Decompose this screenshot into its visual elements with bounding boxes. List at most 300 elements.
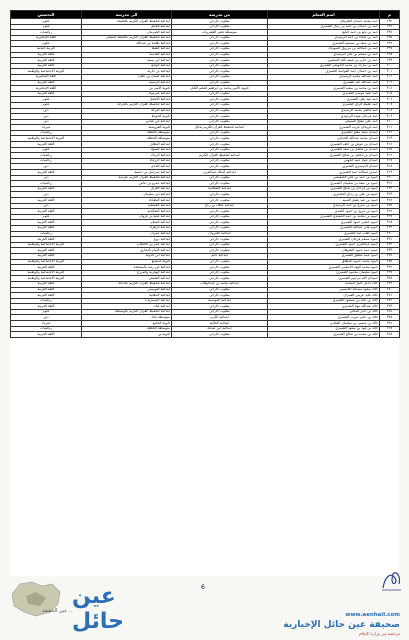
cell-num: ٣٢٣ [380,192,400,198]
cell-num: ٣٣٨ [380,276,400,282]
cell-spec: رياضيات [11,30,82,36]
cell-num: ٣٤٥ [380,315,400,321]
cell-num: ٣٣٣ [380,248,400,254]
cell-num: ٣٠٩ [380,114,400,120]
cell-name: حمود بن محمد بن حمد الصعيدي الشمري [268,214,380,220]
header-num: م [380,11,400,19]
cell-spec: التربية الاجتماعية والوطنية [11,259,82,265]
cell-to: ابتدائية اليرموك [82,91,172,97]
cell-from: ابتدائية لتحفيظ القرآن الكريم بحائل [172,125,268,131]
cell-spec: التربية الاجتماعية والوطنية [11,276,82,282]
cell-spec: علوم [11,147,82,153]
cell-to: ابتدائية لتحفيظ القرآن الكريم بالحليفة السفلى [82,35,172,41]
cell-num: ٣٣٢ [380,242,400,248]
cell-num: ٢٩٨ [380,52,400,58]
cell-spec: اللغة العربية [11,198,82,204]
cell-name: حمدان بن فاضل بن صالح الشمري [268,153,380,159]
cell-to: ثانوية الجامع [82,321,172,327]
cell-num: ٣٤١ [380,293,400,299]
cell-spec: رياضيات [11,181,82,187]
cell-from: مقلوب خارجي [172,35,268,41]
cell-name: حمدان عواد عبيد الجهني [268,158,380,164]
cell-name: خالد بن عامر عريب الشمري [268,315,380,321]
cell-to: متوسطة الجطلة [82,326,172,332]
cell-name: حميدان الله مرحوم الشمري [268,276,380,282]
cell-num: ٣٢٤ [380,198,400,204]
cell-to: ابتدائية لتحفيظ القرآن الكريم بالوسيطة [82,309,172,315]
cell-to: ابتدائية الزهراء [82,225,172,231]
table-row [11,332,400,338]
cell-spec: اللغة العربية [11,248,82,254]
cell-to: ابتدائية بن حارثة [82,69,172,75]
cell-from: مقلوب خارجي [172,276,268,282]
cell-spec: علوم [11,309,82,315]
cell-name: خالد بن عايد بن مسعود الشمري [268,298,380,304]
cell-name: حمد بن حمدان حمد الغوانمة الشمري [268,69,380,75]
cell-name: حمد عبدالله عيد الشمري [268,80,380,86]
cell-to: ثانوية الفروسية [82,125,172,131]
cell-spec: دين [11,114,82,120]
cell-name: حمد بن سعد بن مسعود الشمري [268,41,380,47]
cell-to: ابتدائية عتبة بن غزوان [82,214,172,220]
cell-spec: اللغة العربية [11,287,82,293]
cell-spec: اللغة العربية [11,253,82,259]
cell-name: حمود مسلم فرحان الشمري [268,237,380,243]
cell-from: مقلوب خارجي [172,287,268,293]
cell-num: ٣٠٠ [380,63,400,69]
cell-name: حمد عيد علي الشمري [268,97,380,103]
seal-icon [379,568,405,594]
cell-name: حمد فرحان عوده الرشيدي [268,114,380,120]
cell-from: مقلوب خارجي [172,209,268,215]
cell-from: مقلوب خارجي [172,80,268,86]
cell-to: ابتدائية الهجرية والمزرع [82,270,172,276]
cell-spec: اللغة العربية [11,80,82,86]
cell-name: حمد محمد حمدان الشرهان [268,19,380,25]
cell-spec: فيزياء [11,125,82,131]
cell-name: حمدي عبدالله حمد الشمري [268,170,380,176]
cell-from: ابتدائية محمد بن عبدالوهاب [172,281,268,287]
brand-name: عين حائل [72,584,125,634]
cell-from: مقلوب خارجي [172,237,268,243]
cell-num: ٣٠٨ [380,108,400,114]
cell-num: ٣٢٢ [380,186,400,192]
cell-to: ابتدائية الغزال [82,186,172,192]
cell-to: ابتدائية الفيصلية [82,203,172,209]
brand-tagline: عين الحقيقة .. [42,608,73,614]
cell-from: مقلوب خارجي [172,41,268,47]
cell-num: ٣٤٦ [380,321,400,327]
cell-from: مقلوب خارجي [172,147,268,153]
cell-num: ٣٤٣ [380,304,400,310]
cell-name: خالد عبدالله مهنا الشمري [268,304,380,310]
cell-from: مقلوب خارجي [172,214,268,220]
cell-from: ابتدائية الملك عبدالعزيز [172,170,268,176]
cell-to: ابتدائية الصالحية [82,209,172,215]
cell-to: ابتدائية الرجاء [82,153,172,159]
cell-to: ثانوية المصبغ [82,259,172,265]
cell-spec: اللغة العربية [11,209,82,215]
cell-from: مقلوب خارجي [172,24,268,30]
cell-to: ابتدائية البركة [82,108,172,114]
cell-name: حمد فريحان عريب الشمري [268,125,380,131]
cell-name: حمود خضير حمود الشمري [268,220,380,226]
cell-spec: اللغة العربية [11,52,82,58]
cell-spec: اللغة العربية [11,225,82,231]
cell-name: خالد عايد عريبي العمران [268,293,380,299]
cell-to: ابتدائية لتحفيظ القرآن الكريم بالرنمة [82,175,172,181]
cell-name: حمد بن مبارك بن محمد الجويعي الشمري [268,63,380,69]
cell-to: ابتدائية لتحفيظ القرآن الكريم بالجرانة [82,102,172,108]
cell-from: مقلوب خارجي [172,74,268,80]
cell-spec: اللغة العربية [11,186,82,192]
cell-from: مقلوب خارجي [172,164,268,170]
cell-num: ٣١٦ [380,153,400,159]
cell-to: ابتدائية بريح [82,237,172,243]
cell-num: ٣١٤ [380,142,400,148]
cell-spec: رياضيات [11,231,82,237]
cell-to: متوسطة الجطلة [82,136,172,142]
cell-num: ٢٩٧ [380,46,400,52]
cell-to: ابتدائية الإمام البخاري [82,248,172,254]
cell-name: حمدان محمد عبدالله الجداني [268,136,380,142]
cell-name: حمود عبدالعزيز حمود الشمري [268,242,380,248]
cell-from: ابتدائية عطاء بن رباح [172,203,268,209]
cell-num: ٣١٢ [380,130,400,136]
cell-from: مقلوب خارجي [172,97,268,103]
cell-spec: اللغة الإنجليزية [11,35,82,41]
cell-to: ابتدائية لتحفيظ القرآن الكريم بالدعاة [82,281,172,287]
cell-spec: علوم [11,41,82,47]
cell-to: ابتدائية عمران [82,231,172,237]
cell-from: مقلوب خارجي [172,158,268,164]
cell-name: خالد سعود مساعد الحسيني [268,287,380,293]
cell-name: حمود بن شارع بن حمد الرشيدي [268,203,380,209]
cell-num: ٣٣٥ [380,259,400,265]
cell-spec: رياضيات [11,298,82,304]
teacher-transfer-table [10,10,400,338]
cell-from: مقلوب خارجي [172,259,268,265]
cell-num: ٣٤٤ [380,309,400,315]
license-note: مرخصة من وزارة الإعلام [358,631,400,636]
cell-name: حمد عبدالله محمد الرشيدي [268,74,380,80]
cell-name: حمدان بن فاضل بن سعد الشمري [268,147,380,153]
cell-from: مقلوب خارجي [172,304,268,310]
cell-to: ابتدائية عمرو بن عاص [82,181,172,187]
cell-name: حمود علي عبدالله الشمري [268,225,380,231]
cell-name: حمود سليمان محمود الشمري [268,270,380,276]
cell-num: ٣١٨ [380,164,400,170]
cell-num: ٣٣٤ [380,253,400,259]
cell-num: ٢٩٦ [380,41,400,47]
cell-to: ابتدائية الجدى [82,164,172,170]
cell-to: ابتدائية قناه [82,304,172,310]
cell-name: حمود محمد حمود المطلق [268,259,380,265]
cell-to: ابتدائية ابن الدولة [82,253,172,259]
cell-num: ٢٩٩ [380,58,400,64]
cell-num: ٣٠٧ [380,102,400,108]
cell-from: متوسطة قصر العشروات [172,30,268,36]
cell-name: خالد دخيل خليل المحمد [268,281,380,287]
cell-num: ٣٢٨ [380,220,400,226]
cell-spec: اللغة العربية [11,58,82,64]
cell-name: خالد بن عيسى بن سليمان الغيلاني [268,321,380,327]
cell-spec: علوم [11,102,82,108]
cell-num: ٣٤٨ [380,332,400,338]
cell-from: ابتدائية القيروان [172,231,268,237]
cell-spec: علوم [11,97,82,103]
cell-from: مقلوب خارجي [172,69,268,75]
cell-to: ابتدائية الأفضل [82,97,172,103]
cell-spec: دين [11,175,82,181]
cell-to: ابتدائية الزرقاء [82,158,172,164]
cell-name: حمود بن سعد بن سليمان الشمري [268,181,380,187]
cell-spec: علوم [11,214,82,220]
cell-spec: فيزياء [11,321,82,327]
cell-spec: اللغة العربية [11,281,82,287]
cell-from: مقلوب خارجي [172,225,268,231]
cell-name: حمد عبيد موسى الشمري [268,91,380,97]
cell-from: ابتدائية الكرم [172,315,268,321]
cell-spec: التربية الاجتماعية والوطنية [11,69,82,75]
cell-from: مقلوب خارجي [172,332,268,338]
cell-spec: اللغة الإنجليزية [11,86,82,92]
cell-to: ابتدائية الرسمة [82,80,172,86]
cell-num: ٣٤٢ [380,298,400,304]
header-from: من مدرسة [172,11,268,19]
cell-from: مقلوب خارجي [172,198,268,204]
cell-num: ٢٩٤ [380,30,400,36]
cell-spec: دين [11,119,82,125]
cell-name: حمد بن عيادة بن حمد الرشيدي [268,35,380,41]
cell-from: مقلوب خارجي [172,63,268,69]
cell-name: حمد فاضل محمد الرشيدي [268,108,380,114]
cell-to: ابتدائية عثمان بن عفان [82,74,172,80]
cell-to: ابتدائية عمر بن الخطاب [82,242,172,248]
cell-from: مقلوب خارجي [172,192,268,198]
cell-num: ٢٩٣ [380,24,400,30]
cell-spec: اللغة العربية [11,220,82,226]
cell-to: ابتدائية شرحبيل بن حسنة [82,170,172,176]
cell-from: مقلوب خارجي [172,242,268,248]
cell-num: ٣٠٦ [380,97,400,103]
cell-num: ٣٢٥ [380,203,400,209]
cell-name: حمدان سعد مفلح الشمري [268,130,380,136]
cell-spec: اللغة العربية [11,237,82,243]
cell-to: ابتدائية السواد [82,147,172,153]
cell-name: حمود بن حمد بن علي الصعيصي [268,175,380,181]
cell-to: ابتدائية الشفا [82,46,172,52]
cell-from: مقلوب خارجي [172,270,268,276]
cell-spec: التربية الاجتماعية والوطنية [11,270,82,276]
cell-num: ٣٢١ [380,181,400,187]
cell-num: ٣٠٥ [380,91,400,97]
cell-spec: اللغة العربية [11,332,82,338]
cell-spec: علوم [11,19,82,25]
cell-from: مقلوب خارجي [172,220,268,226]
cell-from: مقلوب خارجي [172,136,268,142]
cell-spec: دين [11,315,82,321]
cell-from: مقلوب خارجي [172,102,268,108]
cell-spec: علوم [11,24,82,30]
cell-spec: اللغة العربية [11,142,82,148]
cell-from: ابتدائية الموسمة [172,298,268,304]
cell-num: ٢٩٥ [380,35,400,41]
website-link[interactable]: www.aenhail.com [345,612,400,618]
cell-spec: رياضيات [11,326,82,332]
cell-num: ٣٠٤ [380,86,400,92]
cell-from: مقلوب خارجي [172,142,268,148]
cell-num: ٣١٥ [380,147,400,153]
cell-name: حمود بن فرحان بن صالح الشمري [268,186,380,192]
cell-spec: رياضيات [11,130,82,136]
cell-to: ثانوية الحويط [82,114,172,120]
cell-to: ابتدائية الواقع [82,63,172,69]
cell-from: ابتدائية الشعلانية [172,186,268,192]
cell-to: ابتدائية ابن رشد بالمسلخة [82,265,172,271]
cell-num: ٣١٧ [380,158,400,164]
header-name: اسم المعلم [268,11,380,19]
cell-name: خالد بن محمد بن صالح الشمري [268,332,380,338]
cell-name: حمود طلب عيد الشمري [268,231,380,237]
cell-name: حمود عبيد مطلق الشمري [268,253,380,259]
cell-to: ثانوية بن [82,332,172,338]
cell-to: ابتدائية ابن سليمان [82,192,172,198]
cell-from: ابتدائية لتحفيظ القرآن الكريم [172,153,268,159]
cell-spec: دين [11,164,82,170]
cell-name: حمود حمد حمود الشرهان [268,248,380,254]
footer-band [70,612,400,638]
cell-num: ٣٠٢ [380,74,400,80]
cell-from: مقلوب خارجي [172,114,268,120]
cell-spec: دين [11,108,82,114]
cell-to: ابتدائية طلحة بن عبدالله [82,41,172,47]
cell-spec: التربية الاجتماعية والوطنية [11,242,82,248]
cell-num: ٣٢٩ [380,225,400,231]
cell-from: مقلوب خارجي [172,46,268,52]
cell-to: ابتدائية النطاق [82,142,172,148]
cell-to: ابتدائية لتحفيظ القرآن الكريم بالحليفة [82,19,172,25]
cell-spec: اللغة الإنجليزية [11,74,82,80]
cell-spec: اللغة العربية [11,265,82,271]
cell-num: ٣٣٠ [380,231,400,237]
cell-spec: رياضيات [11,153,82,159]
cell-name: حمود بن علي بن رداي الصامري [268,192,380,198]
cell-spec: دين [11,192,82,198]
cell-num: ٣٤٧ [380,326,400,332]
header-spec: التخصص [11,11,82,19]
cell-name: حمدان الدوسري الشمري [268,164,380,170]
cell-num: ٣٠١ [380,69,400,75]
cell-num: ٣٢٦ [380,209,400,215]
cell-spec: دين [11,203,82,209]
cell-name: حمد بن خازم بن ضيف الله السليمي [268,58,380,64]
cell-name: حمد عقيلة الراي الشمري [268,102,380,108]
cell-from: ثانوية الأمير محمد بن ابراهيم لتعليم الكبار [172,86,268,92]
cell-name: حمدان بن عوض بن خلف الشمري [268,142,380,148]
cell-from: مقلوب خارجي [172,119,268,125]
cell-num: ٣٢٧ [380,214,400,220]
cell-spec: اللغة العربية [11,63,82,69]
cell-name: حمد علي مفلح السبيعي [268,119,380,125]
cell-to: ابتدائية التويمس [82,287,172,293]
header-to: الى مدرسة [82,11,172,19]
cell-from: مقلوب خارجي [172,58,268,64]
cell-from: مقلوب خارجي [172,248,268,254]
cell-to: ثانوية الأمير بن [82,86,172,92]
cell-num: ٣١٠ [380,119,400,125]
cell-from: مقلوب خارجي [172,293,268,299]
cell-name: حمد بن بايع بن حمد البايع [268,30,380,36]
cell-from: ابتدائية الخالية [172,321,268,327]
cell-num: ٣١٩ [380,170,400,176]
cell-spec: اللغة العربية [11,91,82,97]
cell-from: مقلوب خارجي [172,19,268,25]
cell-from: مقلوب خارجي [172,91,268,97]
cell-from: مقلوب خارجي [172,181,268,187]
document-page [10,10,399,576]
cell-from: ابتدائية ابن صدقة [172,326,268,332]
cell-name: حمود بن عيد عقيل العميد [268,198,380,204]
cell-num: ٣٤٠ [380,287,400,293]
cell-from: مقلوب خارجي [172,108,268,114]
cell-from: مقلوب خارجي [172,309,268,315]
cell-spec: التربية البدنية [11,46,82,52]
cell-to: ابتدائية الصرمان [82,30,172,36]
cell-spec: التربية الاجتماعية والوطنية [11,136,82,142]
page-number: 6 [201,584,205,591]
cell-to: ابتدائية ابن تيمية [82,58,172,64]
cell-num: ٣٣١ [380,237,400,243]
cell-num: ٢٩٢ [380,19,400,25]
newspaper-title: صحيفة عين حائل الإخبارية [283,620,400,630]
cell-num: ٣١٣ [380,136,400,142]
cell-to: ابتدائية الخليل [82,24,172,30]
cell-to: ابتدائية السلام [82,220,172,226]
cell-name: حمد بن عبدالله بن مرزوق السويداء [268,46,380,52]
cell-to: ابتدائية الشنبلي [82,276,172,282]
cell-num: ٣٢٠ [380,175,400,181]
cell-to: متوسطة الجطلة [82,130,172,136]
cell-name: خالد بن فهد بن سعود الشمري [268,326,380,332]
cell-to: ابتدائية السماريات [82,298,172,304]
cell-spec: اللغة العربية [11,304,82,310]
table-header-row [11,11,400,19]
cell-to: ابتدائية القديمة [82,52,172,58]
cell-spec: اللغة العربية [11,170,82,176]
cell-from: ابتدائية حاتم [172,253,268,259]
cell-from: مقلوب خارجي [172,175,268,181]
cell-num: ٣٣٩ [380,281,400,287]
cell-name: حمد بن حمدان بن حمد بن رمال الشمري [268,24,380,30]
cell-spec: رياضيات [11,158,82,164]
cell-name: خالد بن جابر المثاني [268,309,380,315]
cell-spec: اللغة العربية [11,293,82,299]
cell-from: مقلوب خارجي [172,265,268,271]
cell-num: ٣١١ [380,125,400,131]
cell-from: مقلوب خارجي [172,52,268,58]
cell-num: ٣٣٦ [380,265,400,271]
cell-to: ابتدائية البطحاء [82,198,172,204]
cell-name: حمد بن مسلم بن علي الرشيدي [268,52,380,58]
cell-to: ابتدائية ابن عباس [82,119,172,125]
cell-num: ٣٠٣ [380,80,400,86]
cell-to: متوسطة قناه [82,315,172,321]
cell-name: حمد بن محمد بن سعيد الشمري [268,86,380,92]
cell-from: مقلوب خارجي [172,130,268,136]
cell-name: حمود محمد الهف الاسلمي الشمري [268,265,380,271]
cell-to: ابتدائية الدهانية [82,293,172,299]
